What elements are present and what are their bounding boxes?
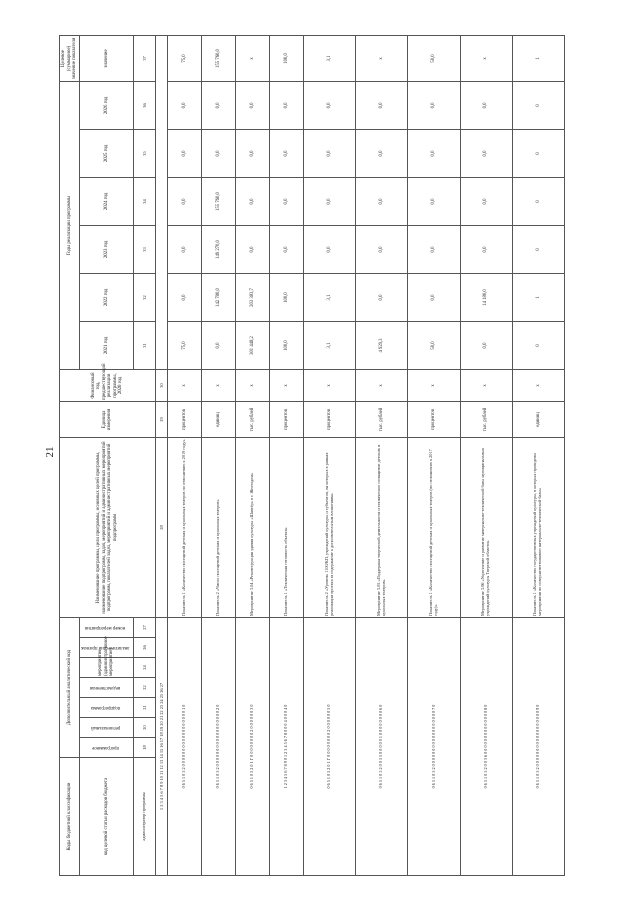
row-name: Показатель 1 «Техническая готовность объекта»	[270, 438, 304, 618]
colnum: 30	[155, 370, 167, 402]
colnum: 18	[133, 738, 155, 758]
row-fin: x	[167, 370, 201, 402]
row-unit: тыс. рублей	[460, 402, 512, 438]
row-v2022: 14 180,0	[460, 274, 512, 322]
row-final: 100,0	[270, 35, 304, 81]
row-v2021: 0	[512, 322, 564, 370]
row-fin: x	[512, 370, 564, 402]
header-fin: Финансовый год, предшествующий реализации программы, 2020 год	[60, 370, 156, 402]
header-y2024: 2024 год	[80, 178, 134, 226]
row-v2021: 100,0	[270, 322, 304, 370]
row-name: Мероприятие 3.04 «Реконструкция здания культуры «Шахтёр» в г. Желтодом»	[236, 438, 270, 618]
row-final: 50,0	[408, 35, 460, 81]
row-v2025: 0,0	[460, 130, 512, 178]
row-v2026: 0	[512, 81, 564, 129]
row-v2025: 0,0	[270, 130, 304, 178]
row-codes: 0 6 5 1 0 5 2 0 1 Г 0 0 0 0 0 0 0 0 2 0 0 0 0 0 0 3 0	[236, 618, 270, 876]
row-codes: 0 6 5 1 0 5 2 0 0 0 0 0 0 0 0 0 0 0 0 0 0 0 0 0 0 7 0	[408, 618, 460, 876]
row-codes: 0 6 5 1 0 5 2 0 0 3 5 0 0 0 0 0 1 0 0 0 0 0 0 0 0 6 0	[356, 618, 408, 876]
row-v2021: 301 448,2	[236, 322, 270, 370]
header-codes-group: Коды бюджетной классификации	[60, 758, 80, 876]
row-v2022: 0,0	[167, 274, 201, 322]
colnum: 26	[133, 638, 155, 658]
row-final: 3,1	[304, 35, 356, 81]
row-v2025: 0,0	[304, 130, 356, 178]
row-v2023: 0,0	[408, 226, 460, 274]
row-codes: 0 6 5 1 0 5 2 0 0 3 6 0 0 0 0 0 0 0 0 0 0 0 0 0 0 8 0	[460, 618, 512, 876]
row-fin: x	[236, 370, 270, 402]
header-y2022: 2022 год	[80, 274, 134, 322]
row-v2022: 1	[512, 274, 564, 322]
row-unit: единиц	[201, 402, 235, 438]
row-v2025: 0,0	[201, 130, 235, 178]
row-codes: 0 6 5 1 0 5 2 0 0 0 0 0 0 0 0 0 0 0 0 0 0 0 0 0 0 9 0	[512, 618, 564, 876]
row-v2025: 0,0	[236, 130, 270, 178]
row-final: 155 760,0	[201, 35, 235, 81]
row-v2023: 0,0	[304, 226, 356, 274]
header-years-group: Годы реализации программы	[60, 81, 80, 369]
row-v2026: 0,0	[408, 81, 460, 129]
colnum: 27	[133, 618, 155, 638]
table-row	[201, 35, 235, 875]
row-v2024: 0,0	[167, 178, 201, 226]
header-admin: администратор программы	[133, 758, 155, 876]
table-row	[408, 35, 460, 875]
row-final: 1	[512, 35, 564, 81]
row-v2025: 0,0	[408, 130, 460, 178]
row-fin: x	[201, 370, 235, 402]
header-a7: номер мероприятия	[85, 625, 126, 631]
row-v2024: 0,0	[460, 178, 512, 226]
page-number: 21	[44, 446, 56, 458]
row-v2026: 0,0	[236, 81, 270, 129]
table-row	[270, 35, 304, 875]
row-v2026: 0,0	[304, 81, 356, 129]
row-fin: x	[270, 370, 304, 402]
colnum: 33	[133, 226, 155, 274]
table-row	[512, 35, 564, 875]
colnum: 28	[155, 438, 167, 618]
row-name: Показатель 1 «Количество посещений детских и кукольных театров по отношению к 2019 году»	[167, 438, 201, 618]
row-v2022: 142 780,0	[201, 274, 235, 322]
row-name: Показатель 2 «Число посещений детских и кукольных театров»	[201, 438, 235, 618]
row-v2022: 203 383,7	[236, 274, 270, 322]
row-v2021: 0,0	[460, 322, 512, 370]
colnum: 32	[133, 274, 155, 322]
row-v2023: 0,0	[356, 226, 408, 274]
colnum: 24	[133, 658, 155, 678]
row-v2024: 0,0	[270, 178, 304, 226]
row-name: Показатель 2 «Уровень 1100/КП, учреждений культуры и субъектов, на которых в рамках реализации проекта за содержание к дополнительным вложениям»	[304, 438, 356, 618]
header-y2021: 2021 год	[80, 322, 134, 370]
row-v2021: 3,1	[304, 322, 356, 370]
header-y2026: 2026 год	[80, 81, 134, 129]
header-a2: региональный	[90, 725, 120, 731]
colnum: 34	[133, 178, 155, 226]
row-v2021: 4 929,3	[356, 322, 408, 370]
row-final: x	[236, 35, 270, 81]
row-v2026: 0,0	[460, 81, 512, 129]
header-final-value: значение	[80, 35, 134, 81]
row-unit: тыс. рублей	[356, 402, 408, 438]
row-v2022: 100,0	[270, 274, 304, 322]
row-v2024: 0,0	[236, 178, 270, 226]
row-unit: процентов	[270, 402, 304, 438]
colnum: 21	[133, 698, 155, 718]
header-a6: аналитический признак	[81, 645, 130, 651]
row-v2023: 0	[512, 226, 564, 274]
row-v2021: 0,0	[201, 322, 235, 370]
table-row	[167, 35, 201, 875]
colnum: 31	[133, 322, 155, 370]
row-v2026: 0,0	[167, 81, 201, 129]
row-codes: 1 2 3 4 5 6 7 8 9 0 1 2 3 4 5 6 7 8 0 0 0 4 0 0 0 4 0	[270, 618, 304, 876]
row-codes: 0 6 5 1 0 5 2 0 0 0 0 0 0 0 0 0 0 0 0 0 0 0 0 0 0 2 0	[201, 618, 235, 876]
row-fin: x	[304, 370, 356, 402]
row-v2023: 0,0	[460, 226, 512, 274]
row-unit: процентов	[408, 402, 460, 438]
row-v2024: 0,0	[304, 178, 356, 226]
header-codes-sub: код целевой статьи расходов бюджета	[80, 758, 134, 876]
row-v2026: 0,0	[201, 81, 235, 129]
row-v2025: 0,0	[356, 130, 408, 178]
colnum: 22	[133, 678, 155, 698]
header-name: Наименование программы, цели программы, основных целей программы, наименование подпрограмм, задач, мероприятий и административных мероприятий подпрограмм, показателей задач, мероприятий и административных мероприятий подпрограмм	[60, 438, 156, 618]
header-a3: подпрограмма	[90, 705, 120, 711]
header-a1: программное	[91, 745, 119, 751]
table-row	[236, 35, 270, 875]
table-row	[460, 35, 512, 875]
row-v2025: 0,0	[167, 130, 201, 178]
header-addl-group: Дополнительный аналитический код	[60, 618, 80, 758]
row-v2021: 50,0	[408, 322, 460, 370]
row-v2023: 0,0	[236, 226, 270, 274]
colnum-spacer	[155, 35, 167, 369]
row-v2023: 149 270,0	[201, 226, 235, 274]
colnum: 35	[133, 130, 155, 178]
row-name: Мероприятие 3.05 «Поддержка творческой деятельности и техническое оснащение детских и кукольных театров»	[356, 438, 408, 618]
row-codes: 0 6 5 1 0 5 2 0 0 0 0 0 0 0 0 0 0 0 0 0 0 0 0 0 0 1 0	[167, 618, 201, 876]
row-v2022: 3,1	[304, 274, 356, 322]
codes-colnums-row: 1 2 3 4 5 6 7 8 9 10 11 12 13 14 15 16 17 18 19 20 21 22 23 24 25 26 27	[155, 618, 167, 876]
row-v2023: 0,0	[167, 226, 201, 274]
row-codes: 0 6 5 1 0 5 2 0 1 Г 0 0 0 0 0 0 0 0 2 0 0 0 0 0 0 5 0	[304, 618, 356, 876]
table-row	[356, 35, 408, 875]
rotated-table-container	[59, 37, 565, 876]
row-unit: процентов	[167, 402, 201, 438]
header-a5: мероприятие (административное мероприятие)	[80, 658, 134, 678]
colnum: 37	[133, 35, 155, 81]
row-name: Показатель 1 «Количество посещений детских и кукольных театров (по отношению к 2017 году)»	[408, 438, 460, 618]
row-name: Показатель 1 «Количество государственных учреждений культуры, в которых проведены мероприятия по совершенствованию материально-технической базы»	[512, 438, 564, 618]
row-v2025: 0	[512, 130, 564, 178]
header-a4: ведомственная	[90, 685, 121, 691]
row-v2022: 0,0	[408, 274, 460, 322]
row-final: x	[460, 35, 512, 81]
row-v2023: 0,0	[270, 226, 304, 274]
table-row	[304, 35, 356, 875]
row-unit: тыс. рублей	[236, 402, 270, 438]
row-v2024: 0	[512, 178, 564, 226]
row-fin: x	[408, 370, 460, 402]
row-v2024: 0,0	[408, 178, 460, 226]
row-v2026: 0,0	[270, 81, 304, 129]
row-final: x	[356, 35, 408, 81]
row-unit: процентов	[304, 402, 356, 438]
header-final: Целевое (суммарное) значение показателя	[60, 35, 80, 81]
row-fin: x	[356, 370, 408, 402]
row-v2022: 0,0	[356, 274, 408, 322]
header-y2025: 2025 год	[80, 130, 134, 178]
row-fin: x	[460, 370, 512, 402]
header-unit: Единица измерения	[60, 402, 156, 438]
row-name: Мероприятие 3.06 «Укрепление и развитие материально-технической базы муниципальных учреждений культуры Тверской области»	[460, 438, 512, 618]
row-unit: единиц	[512, 402, 564, 438]
colnum: 20	[133, 718, 155, 738]
program-table	[59, 35, 565, 876]
row-v2026: 0,0	[356, 81, 408, 129]
row-v2024: 155 760,0	[201, 178, 235, 226]
row-v2021: 75,0	[167, 322, 201, 370]
row-final: 75,0	[167, 35, 201, 81]
colnum: 29	[155, 402, 167, 438]
row-v2024: 0,0	[356, 178, 408, 226]
header-y2023: 2023 год	[80, 226, 134, 274]
colnum: 36	[133, 81, 155, 129]
